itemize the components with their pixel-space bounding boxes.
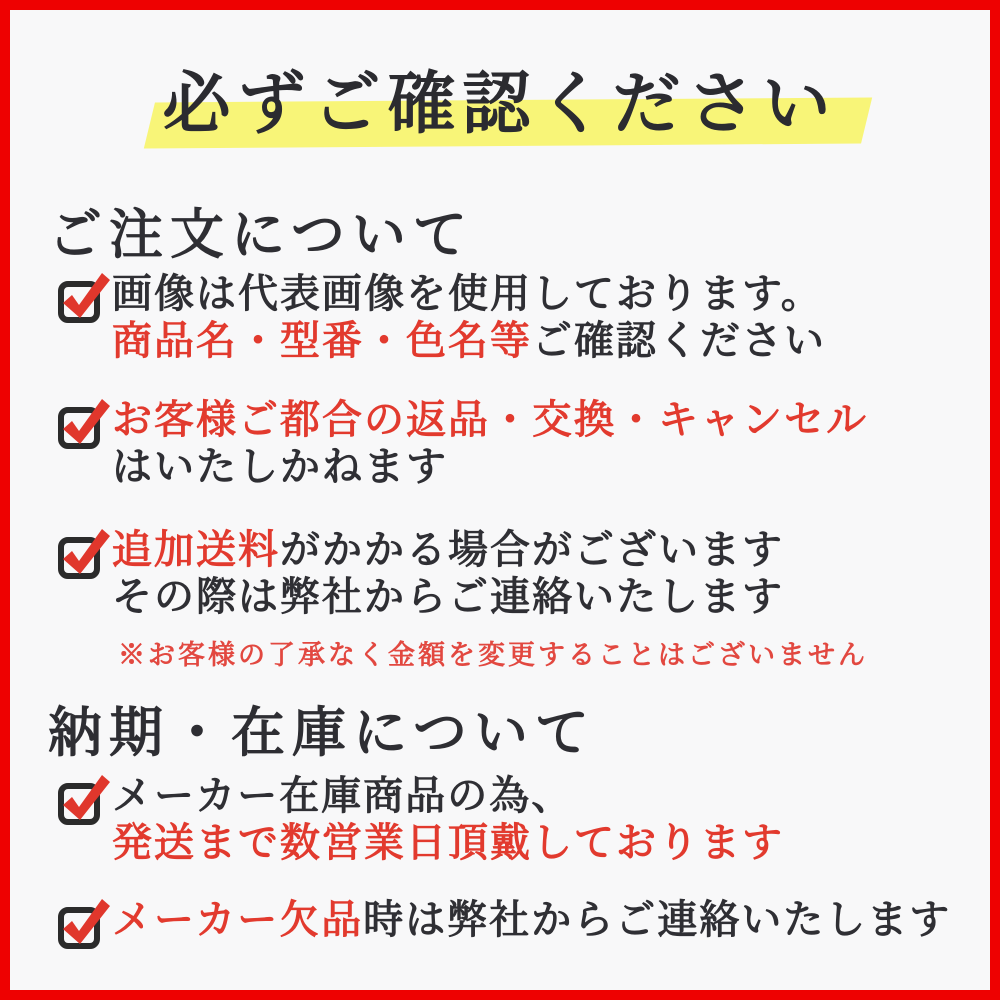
item-text (112, 396, 868, 490)
item-text (112, 526, 868, 672)
item-text-segment: メーカー欠品 (112, 897, 364, 942)
item-line (112, 270, 826, 317)
checked-checkbox-icon (56, 896, 108, 948)
note-text: ※お客様の了承なく金額を変更することはございません (118, 640, 868, 670)
item-text-segment: メーカー在庫商品の為、 (112, 773, 574, 818)
item-text-segment: 発送まで数営業日頂戴しております (112, 820, 784, 865)
section-orders-heading: ご注文について (48, 205, 474, 265)
item-text (112, 896, 951, 943)
item-text (112, 772, 784, 866)
item-line (112, 317, 826, 364)
item-text-segment: 画像は代表画像を使用しております。 (112, 271, 823, 316)
page-title-block (10, 50, 990, 160)
checked-checkbox-icon (56, 772, 108, 824)
page-title: 必ずご確認ください (162, 66, 838, 142)
item-line (112, 526, 868, 573)
item-line (112, 396, 868, 443)
checked-checkbox-icon (56, 270, 108, 322)
item-line (112, 819, 784, 866)
item-text-segment: がかかる場合がございます (280, 527, 784, 572)
item-line (112, 896, 951, 943)
item-line (112, 443, 868, 490)
item-text-segment: はいたしかねます (112, 444, 448, 489)
checklist-item-maker-stock (56, 772, 784, 866)
checked-checkbox-icon (56, 526, 108, 578)
checklist-item-no-returns (56, 396, 868, 490)
checklist-item-extra-shipping (56, 526, 868, 672)
checked-checkbox-icon (56, 396, 108, 448)
item-text (112, 270, 826, 364)
item-text-segment: ご確認ください (532, 318, 826, 363)
item-text-segment: 追加送料 (112, 527, 280, 572)
item-text-segment: その際は弊社からご連絡いたします (112, 574, 784, 619)
item-text-segment: お客様ご都合の返品・交換・キャンセル (112, 397, 868, 442)
item-text-segment: 商品名・型番・色名等 (112, 318, 532, 363)
section-delivery-stock-heading: 納期・在庫について (48, 703, 596, 763)
item-line (112, 573, 868, 620)
item-line (112, 772, 784, 819)
item-text-segment: 時は弊社からご連絡いたします (363, 897, 952, 942)
checklist-item-maker-out-of-stock (56, 896, 951, 948)
checklist-item-representative-image (56, 270, 826, 364)
